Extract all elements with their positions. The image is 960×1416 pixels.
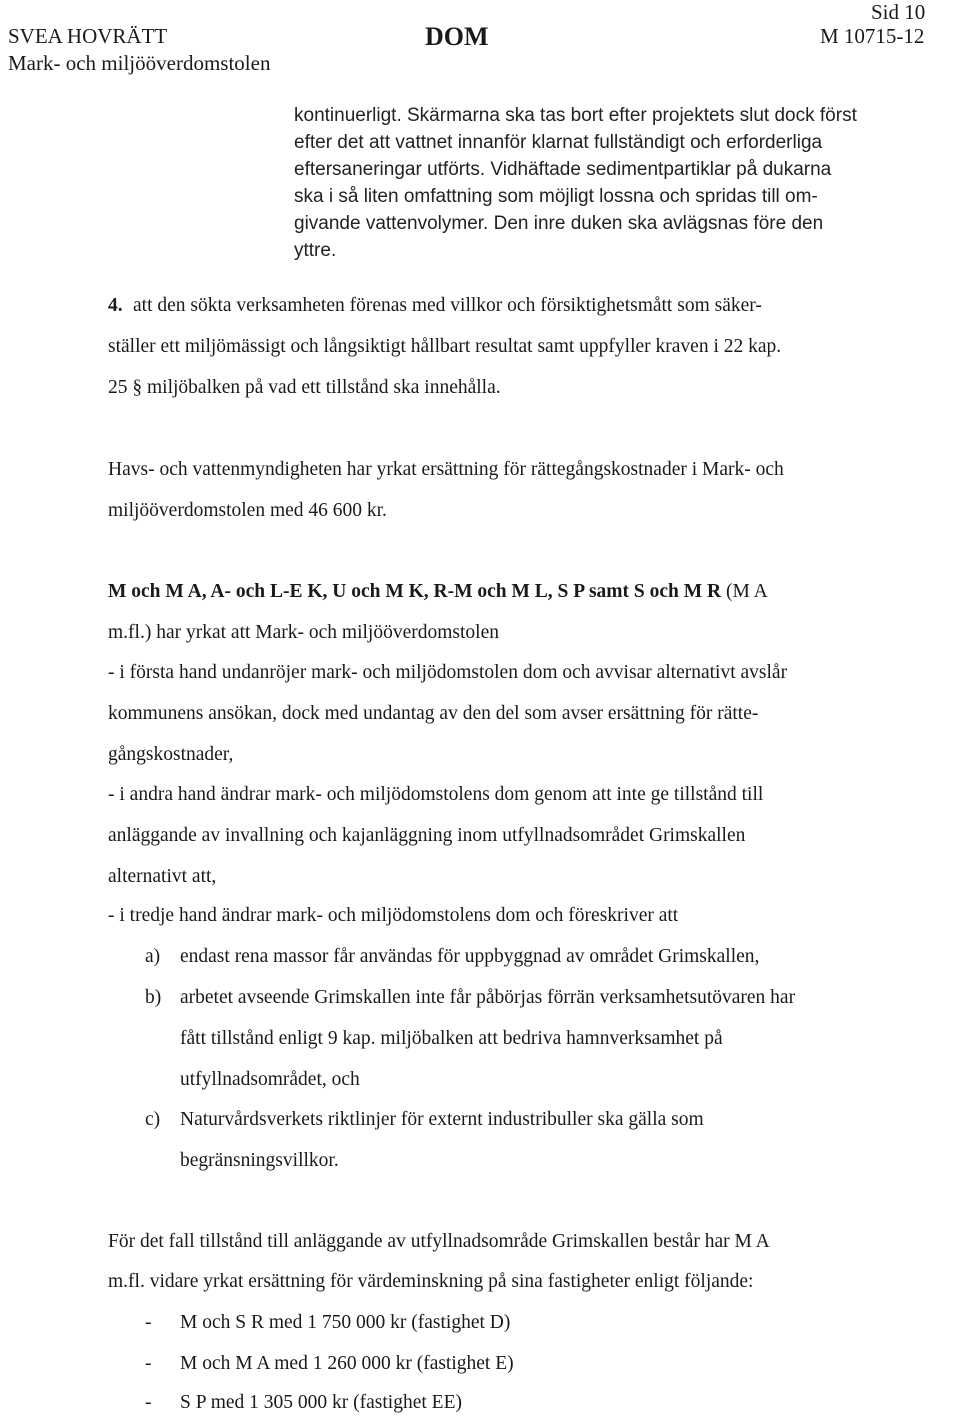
text-line: att den sökta verksamheten förenas med villkor och försiktighetsmått som säker- [133,295,762,316]
text-line: För det fall tillstånd till anläggande av utfyllnadsområde Grimskallen består har M A [108,1231,770,1252]
court-division: Mark- och miljööverdomstolen [8,51,271,75]
list-dash: - [145,1312,152,1333]
condition-text: begränsningsvillkor. [180,1150,339,1171]
chapter-number: 25 [108,377,128,398]
list-item: M och S R med 1 750 000 kr (fastighet D) [180,1312,511,1333]
item-number: 4. [108,295,123,316]
text-line [108,377,501,399]
text-fragment: första [129,662,175,683]
text-line: givande vattenvolymer. Den inre duken ska avlägsnas före den [294,213,824,234]
text-line: gångskostnader, [108,744,234,765]
text-fragment: - i [108,905,130,926]
condition-label: a) [145,946,161,967]
claim-third [108,905,678,927]
text-line: kommunens ansökan, dock med undantag av den del som avser ersättning för rätte- [108,703,759,724]
condition-label: c) [145,1109,161,1130]
condition-text: utfyllnadsområdet, och [180,1069,360,1090]
text-fragment: andra [129,784,173,805]
text-line: Havs- och vattenmyndigheten har yrkat ersättning för rättegångskostnader i Mark- och [108,459,784,480]
text-line [108,581,768,603]
list-item: M och M A med 1 260 000 kr (fastighet E) [180,1353,514,1374]
condition-text: Naturvårdsverkets riktlinjer för externt industribuller ska gälla som [180,1109,704,1130]
text-fragment: miljöbalken på vad ett tillstånd ska innehålla. [147,377,501,398]
page-number: Sid 10 [871,0,926,24]
text-fragment: hand [174,905,217,926]
text-fragment: (M A [726,581,768,602]
text-line: ska i så liten omfattning som möjligt lossna och spridas till om- [294,186,818,207]
condition-text: fått tillstånd enligt 9 kap. miljöbalken att bedriva hamnverksamhet på [180,1028,723,1049]
condition-text: arbetet avseende Grimskallen inte får påbörjas förrän verksamhetsutövaren har [180,987,796,1008]
list-dash: - [145,1392,152,1413]
text-line: ställer ett miljömässigt och långsiktigt hållbart resultat samt uppfyller kraven i 22 kap. [108,336,782,357]
text-fragment: undanröjer mark- och miljödomstolen dom och avvisar alternativt avslår [216,662,788,683]
text-fragment: ändrar mark- och miljödomstolens dom genom att inte ge tillstånd till [215,784,764,805]
condition-label: b) [145,987,162,1008]
text-fragment: - i [108,662,130,683]
text-line: miljööverdomstolen med 46 600 kr. [108,500,387,521]
list-item: S P med 1 305 000 kr (fastighet EE) [180,1392,462,1413]
text-line: m.fl.) har yrkat att Mark- och miljööverdomstolen [108,622,499,643]
text-line: anläggande av invallning och kajanläggning inom utfyllnadsområdet Grimskallen [108,825,746,846]
text-fragment: hand [172,784,216,805]
section-sign-icon: § [132,377,143,398]
text-fragment: hand [174,662,217,683]
text-line: alternativt att, [108,866,217,887]
party-names: M och M A, A- och L-E K, U och M K, R-M och M L, S P samt S och M R [108,581,722,602]
text-fragment: - i [108,784,130,805]
court-name: SVEA HOVRÄTT [8,24,168,48]
text-fragment: tredje [129,905,175,926]
text-fragment: ändrar mark- och miljödomstolens dom och föreskriver att [216,905,679,926]
list-dash: - [145,1353,152,1374]
claim-second [108,784,763,806]
condition-text: endast rena massor får användas för uppbyggnad av området Grimskallen, [180,946,760,967]
claim-first [108,662,787,684]
text-line: efter det att vattnet innanför klarnat fullständigt och erforderliga [294,132,823,153]
text-line: yttre. [294,240,337,261]
text-line: m.fl. vidare yrkat ersättning för värdeminskning på sina fastigheter enligt följande: [108,1271,754,1292]
document-type: DOM [425,22,489,51]
case-number: M 10715-12 [820,24,925,48]
text-line: eftersaneringar utförts. Vidhäftade sedimentpartiklar på dukarna [294,159,832,180]
text-line: kontinuerligt. Skärmarna ska tas bort efter projektets slut dock först [294,105,857,126]
